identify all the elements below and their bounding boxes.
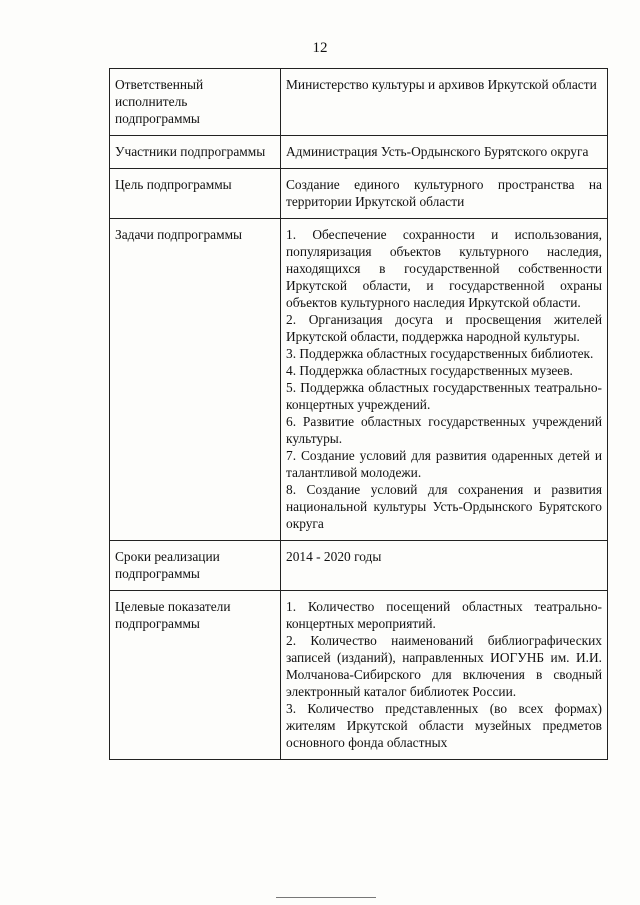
table-row-participants [110,136,608,169]
indicator-item: 1. Количество посещений областных театрально-концертных мероприятий. [286,599,602,631]
task-item: 8. Создание условий для сохранения и развития национальной культуры Усть-Ордынского Бурятского округа [286,482,602,531]
value-text: 2014 - 2020 годы [286,549,382,564]
value-text: Администрация Усть-Ордынского Бурятского округа [286,144,589,159]
row-value [281,69,608,136]
indicator-item: 3. Количество представленных (во всех формах) жителям Иркутской области музейных предметов основного фонда областных [286,701,602,750]
table-row-timeframe [110,541,608,591]
task-item: 3. Поддержка областных государственных библиотек. [286,346,594,361]
value-text: Создание единого культурного пространства на территории Иркутской области [286,177,602,209]
row-label: Цель подпрограммы [110,169,281,219]
row-label: Участники подпрограммы [110,136,281,169]
row-value [281,136,608,169]
task-item: 5. Поддержка областных государственных театрально-концертных учреждений. [286,380,602,412]
table-row-goal [110,169,608,219]
row-label: Задачи подпрограммы [110,219,281,541]
footer-divider [276,897,376,898]
indicator-item: 2. Количество наименований библиографических записей (изданий), направленных ИОГУНБ им. И.И. Молчанова-Сибирского для включения в сводный электронный каталог библиотек России. [286,633,602,699]
table-row-responsible-executor [110,69,608,136]
table-row-tasks [110,219,608,541]
task-item: 2. Организация досуга и просвещения жителей Иркутской области, поддержка народной культуры. [286,312,602,344]
table-row-target-indicators [110,591,608,760]
row-label: Ответственный исполнитель подпрограммы [110,69,281,136]
row-value [281,591,608,760]
task-item: 1. Обеспечение сохранности и использования, популяризация объектов культурного наследия, находящихся в государственной собственности Иркутской области, и государственной охраны объектов культурного наследия Иркутской области. [286,227,602,310]
row-label: Целевые показатели подпрограммы [110,591,281,760]
row-label: Сроки реализации подпрограммы [110,541,281,591]
row-value [281,219,608,541]
task-item: 7. Создание условий для развития одаренных детей и талантливой молодежи. [286,448,602,480]
row-value [281,541,608,591]
page-number: 12 [312,40,328,56]
task-item: 4. Поддержка областных государственных музеев. [286,363,573,378]
subprogram-passport-table [109,68,608,760]
value-text: Министерство культуры и архивов Иркутской области [286,77,597,92]
task-item: 6. Развитие областных государственных учреждений культуры. [286,414,602,446]
row-value [281,169,608,219]
